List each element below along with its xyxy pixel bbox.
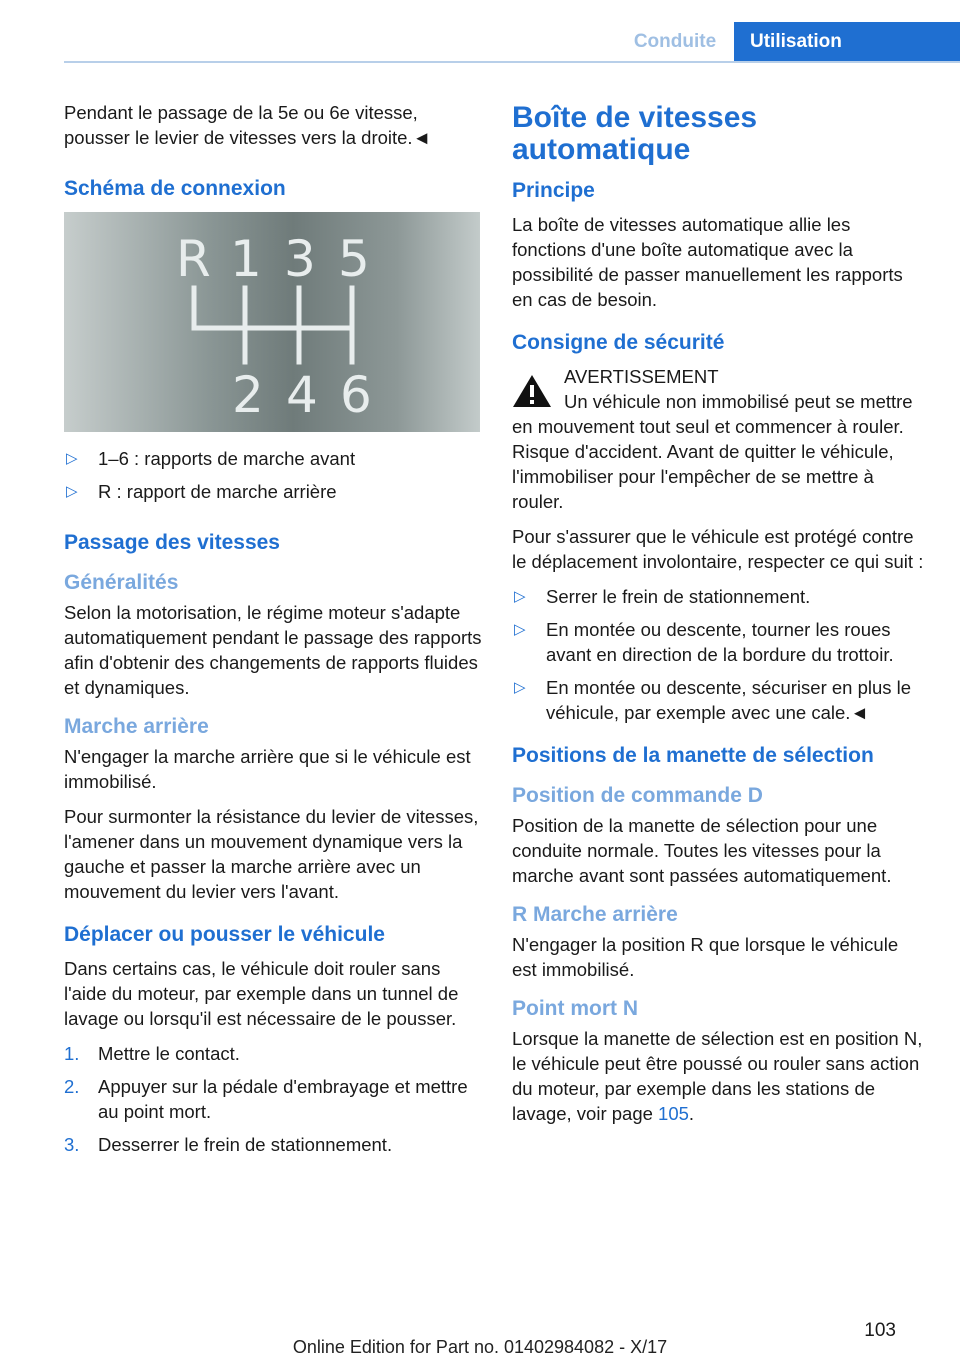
schema-heading: Schéma de connexion bbox=[64, 177, 286, 200]
position-r-heading: R Marche arrière bbox=[512, 903, 678, 926]
header-rule bbox=[64, 61, 960, 63]
gear-label-2: 2 bbox=[232, 366, 264, 424]
footer-edition: Online Edition for Part no. 01402984082 - X/17 bbox=[292, 1337, 668, 1357]
position-d-heading: Position de commande D bbox=[512, 784, 763, 807]
generalites-heading: Généralités bbox=[64, 571, 179, 594]
step-number: 1. bbox=[64, 1043, 80, 1064]
assurer-text: Pour s'assurer que le véhicule est protégé contre le déplacement involontaire, respecter ce qui suit : bbox=[512, 526, 924, 572]
principe-heading: Principe bbox=[512, 179, 595, 202]
gear-legend-list bbox=[64, 446, 482, 504]
tab-conduite[interactable]: Conduite bbox=[633, 31, 717, 52]
warning-text: Un véhicule non immobilisé peut se mettre en mouvement tout seul et commencer à rouler. Risque d'accident. Avant de quitter le véhicule, l'immobiliser pour l'empêcher de se mettre à rouler. bbox=[512, 391, 913, 512]
warning-title: AVERTISSEMENT bbox=[564, 366, 719, 387]
position-n-text: Lorsque la manette de sélection est en position N, le véhicule peut être poussé ou rouler sans action du moteur, par exemple dans les stations de lavage, voir page 105. bbox=[512, 1028, 923, 1124]
consigne-heading: Consigne de sécurité bbox=[512, 331, 725, 354]
marche-text-2: Pour surmonter la résistance du levier de vitesses, l'amener dans un mouvement dynamique vers la gauche et passer la marche arrière avec un mouvement du levier vers l'avant. bbox=[64, 806, 479, 902]
page-header bbox=[0, 0, 960, 62]
warning-triangle-icon bbox=[512, 374, 552, 408]
principe-text: La boîte de vitesses automatique allie les fonctions d'une boîte automatique avec la possibilité de passer manuellement les rapports en cas de besoin. bbox=[512, 214, 903, 310]
intro-text: Pendant le passage de la 5e ou 6e vitesse, pousser le levier de vitesses vers la droite.◄ bbox=[64, 102, 431, 148]
safety-list bbox=[512, 584, 926, 725]
left-column bbox=[64, 100, 482, 1165]
step-number: 3. bbox=[64, 1134, 80, 1155]
shift-pattern-image bbox=[64, 212, 480, 432]
gear-label-1: 1 bbox=[230, 230, 262, 288]
list-item: 2. Appuyer sur la pédale d'embrayage et mettre au point mort. bbox=[64, 1076, 468, 1122]
list-item: ▷ En montée ou descente, tourner les roues avant en direction de la bordure du trottoir. bbox=[514, 619, 894, 665]
warning-block bbox=[512, 364, 926, 389]
right-column bbox=[512, 100, 926, 1136]
list-item: ▷ R : rapport de marche arrière bbox=[66, 481, 337, 502]
bullet-triangle-icon: ▷ bbox=[514, 679, 526, 696]
bullet-triangle-icon: ▷ bbox=[514, 588, 526, 605]
bullet-triangle-icon: ▷ bbox=[66, 483, 78, 500]
bullet-triangle-icon: ▷ bbox=[66, 450, 78, 467]
gear-label-3: 3 bbox=[284, 230, 316, 288]
list-item: ▷ En montée ou descente, sécuriser en plus le véhicule, par exemple avec une cale.◄ bbox=[514, 677, 912, 723]
generalites-text: Selon la motorisation, le régime moteur s'adapte automatiquement pendant le passage des rapports afin d'obtenir des changements de rapports fluides et dynamiques. bbox=[64, 602, 482, 698]
marche-arriere-heading: Marche arrière bbox=[64, 715, 209, 738]
tab-utilisation[interactable]: Utilisation bbox=[734, 22, 960, 62]
marche-text-1: N'engager la marche arrière que si le véhicule est immobilisé. bbox=[64, 746, 471, 792]
gear-label-5: 5 bbox=[338, 230, 370, 288]
page-number: 103 bbox=[864, 1320, 896, 1341]
list-item: ▷ 1–6 : rapports de marche avant bbox=[66, 448, 356, 469]
deplacer-text: Dans certains cas, le véhicule doit rouler sans l'aide du moteur, par exemple dans un tunnel de lavage ou lorsqu'il est nécessaire de le pousser. bbox=[64, 958, 459, 1029]
page-link[interactable]: 105 bbox=[658, 1103, 689, 1124]
steps-list bbox=[64, 1041, 482, 1157]
position-n-heading: Point mort N bbox=[512, 997, 638, 1020]
section-title: Boîte de vitesses automatique bbox=[512, 101, 758, 166]
gear-label-6: 6 bbox=[340, 366, 372, 424]
bullet-triangle-icon: ▷ bbox=[514, 621, 526, 638]
list-item: 3. Desserrer le frein de stationnement. bbox=[64, 1134, 393, 1155]
step-number: 2. bbox=[64, 1076, 80, 1097]
list-item: ▷ Serrer le frein de stationnement. bbox=[514, 586, 811, 607]
shift-gate-lines bbox=[194, 288, 352, 362]
list-item: 1. Mettre le contact. bbox=[64, 1043, 240, 1064]
positions-heading: Positions de la manette de sélection bbox=[512, 744, 874, 767]
deplacer-heading: Déplacer ou pousser le véhicule bbox=[64, 923, 385, 946]
gear-label-r: R bbox=[176, 230, 211, 288]
gear-label-4: 4 bbox=[286, 366, 318, 424]
position-r-text: N'engager la position R que lorsque le véhicule est immobilisé. bbox=[512, 934, 899, 980]
passage-heading: Passage des vitesses bbox=[64, 531, 280, 554]
position-d-text: Position de la manette de sélection pour une conduite normale. Toutes les vitesses pour la marche avant sont passées automatiquement. bbox=[512, 815, 892, 886]
